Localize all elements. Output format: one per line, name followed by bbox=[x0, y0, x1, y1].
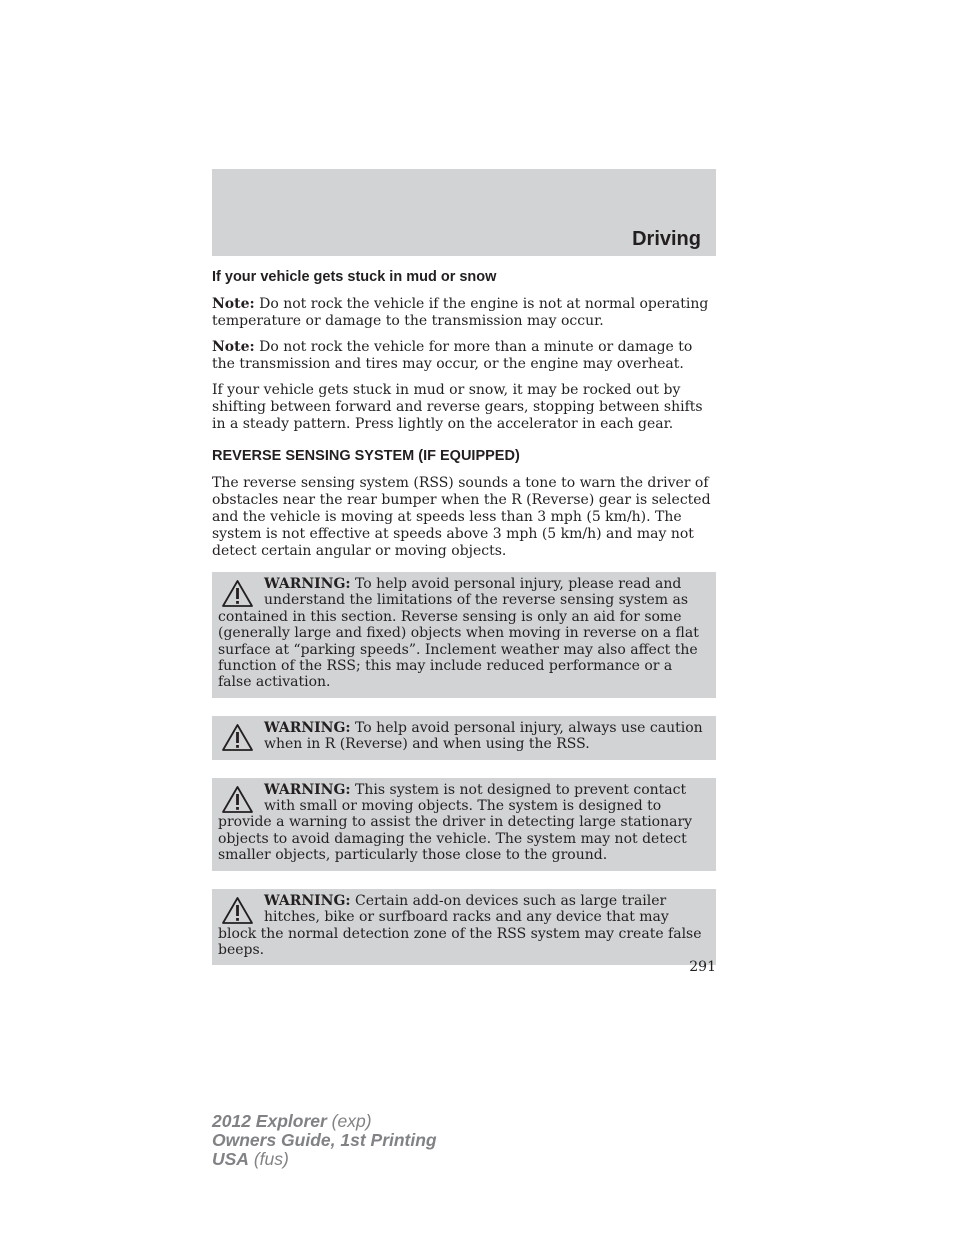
warning-label: WARNING: bbox=[264, 719, 351, 736]
stuck-heading: If your vehicle gets stuck in mud or snow bbox=[212, 269, 497, 285]
footer-model: 2012 Explorer bbox=[212, 1111, 327, 1131]
section-title: Driving bbox=[632, 228, 701, 250]
warning-text: To help avoid personal injury, please read and understand the limitations of the reverse sensing system as contained in this section. Reverse sensing is only an aid for some (generally large and fixed) objects when moving in reverse on a flat surface at “parking speeds”. Inclement weather may also affect the function of the RSS; this may include reduced performance or a false activation. bbox=[218, 576, 699, 691]
warning-triangle-icon bbox=[221, 785, 254, 814]
warning-box bbox=[212, 572, 716, 698]
rss-heading: REVERSE SENSING SYSTEM (IF EQUIPPED) bbox=[212, 448, 520, 464]
warning-label: WARNING: bbox=[264, 892, 351, 909]
warning-box bbox=[212, 778, 716, 871]
footer-printing: Owners Guide, 1st Printing bbox=[212, 1130, 437, 1150]
section-header-band bbox=[212, 169, 716, 256]
note-text: Do not rock the vehicle for more than a minute or damage to the transmission and tires may occur, or the engine may overheat. bbox=[212, 339, 693, 372]
footer-line bbox=[212, 1150, 437, 1169]
note-paragraph bbox=[212, 339, 716, 373]
footer bbox=[212, 1112, 437, 1169]
warning-label: WARNING: bbox=[264, 576, 351, 592]
footer-market: USA bbox=[212, 1149, 249, 1169]
page-content bbox=[212, 268, 716, 965]
note-paragraph bbox=[212, 296, 716, 330]
warning-box bbox=[212, 889, 716, 966]
note-label: Note: bbox=[212, 339, 255, 355]
warning-triangle-icon bbox=[221, 896, 254, 925]
note-text: Do not rock the vehicle if the engine is not at normal operating temperature or damage to the transmission may occur. bbox=[212, 296, 709, 329]
note-label: Note: bbox=[212, 296, 255, 312]
warning-text: This system is not designed to prevent contact with small or moving objects. The system is designed to provide a warning to assist the driver in detecting large stationary objects to avoid damaging the vehicle. The system may not detect smaller objects, particularly those close to the ground. bbox=[218, 781, 693, 864]
footer-line bbox=[212, 1112, 437, 1131]
footer-model-code: (exp) bbox=[326, 1111, 372, 1131]
warning-text: To help avoid personal injury, always use caution when in R (Reverse) and when using the RSS. bbox=[264, 719, 703, 753]
footer-market-code: (fus) bbox=[248, 1149, 289, 1169]
warning-label: WARNING: bbox=[264, 781, 351, 798]
warning-box bbox=[212, 716, 716, 760]
warning-triangle-icon bbox=[221, 579, 254, 608]
footer-line bbox=[212, 1131, 437, 1150]
warning-text: Certain add-on devices such as large trailer hitches, bike or surfboard racks and any device that may block the normal detection zone of the RSS system may create false beeps. bbox=[218, 892, 702, 958]
stuck-paragraph: If your vehicle gets stuck in mud or snow, it may be rocked out by shifting between forward and reverse gears, stopping between shifts in a steady pattern. Press lightly on the accelerator in each gear. bbox=[212, 382, 703, 432]
warning-triangle-icon bbox=[221, 723, 254, 752]
page-number: 291 bbox=[689, 959, 716, 975]
rss-paragraph: The reverse sensing system (RSS) sounds a tone to warn the driver of obstacles near the rear bumper when the R (Reverse) gear is selected and the vehicle is moving at speeds less than 3 mph (5 km/h). The system is not effective at speeds above 3 mph (5 km/h) and may not detect certain angular or moving objects. bbox=[212, 475, 711, 559]
